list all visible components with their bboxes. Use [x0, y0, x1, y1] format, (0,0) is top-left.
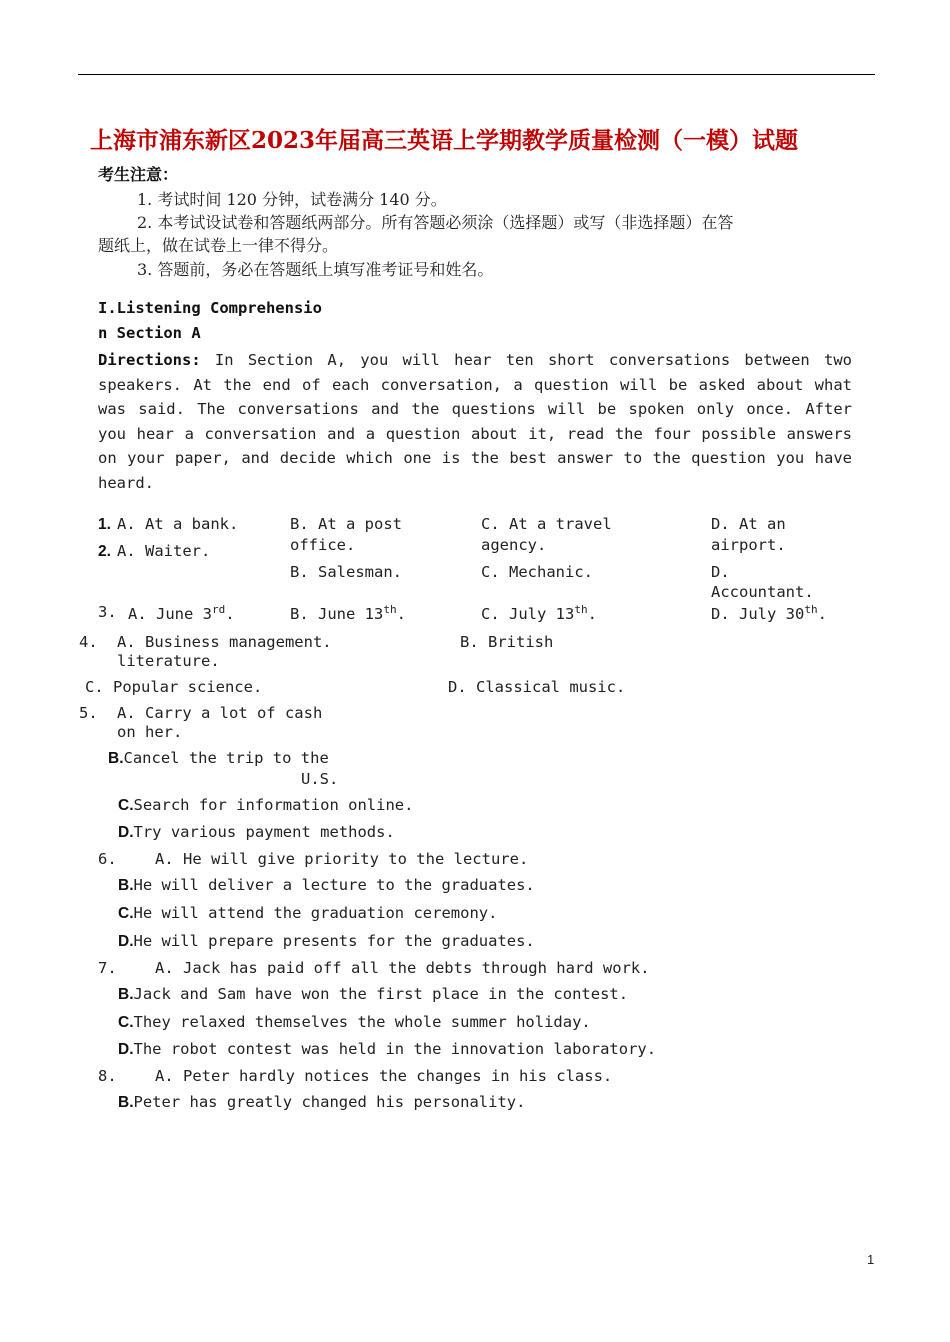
q4-number: 4.	[79, 633, 98, 651]
q1-option-c-line-1: C. At a travel	[481, 515, 612, 533]
q1-option-d-line-1: D. At an	[711, 515, 786, 533]
q5-option-b-line-1: B.Cancel the trip to the	[108, 749, 329, 767]
q6-option-a: A. He will give priority to the lecture.	[155, 850, 529, 868]
q2-option-d-line-2: Accountant.	[711, 583, 814, 601]
notice-item-3: 3. 答题前，务必在答题纸上填写准考证号和姓名。	[137, 260, 494, 279]
q6-number: 6.	[98, 850, 117, 868]
q4-option-b: B. British	[460, 633, 554, 651]
q3-option-c: C. July 13th.	[481, 603, 597, 624]
notice-item-1: 1. 考试时间 120 分钟，试卷满分 140 分。	[137, 190, 447, 209]
q1-option-d-line-2: airport.	[711, 536, 786, 554]
q2-option-c: C. Mechanic.	[481, 563, 593, 581]
directions-label: Directions:	[98, 351, 201, 369]
q3-option-a: A. June 3rd.	[128, 603, 235, 624]
q1-option-b-line-2: office.	[290, 536, 356, 554]
directions-text: In Section A, you will hear ten short conversations between two speakers. At the end of each conversation, a question will be asked about what was said. The conversations and the questions will be spoken only once. After you hear a conversation and a question about it, read the four possible answers on your paper, and decide which one is the best answer to the question you have heard.	[98, 351, 852, 492]
q5-option-c: C.Search for information online.	[118, 796, 414, 814]
q7-number: 7.	[98, 959, 117, 977]
page-number: 1	[867, 1252, 875, 1267]
q1-option-b-line-1: B. At a post	[290, 515, 402, 533]
q8-option-a: A. Peter hardly notices the changes in his class.	[155, 1067, 613, 1085]
q4-option-a-line-1: A. Business management.	[117, 633, 332, 651]
q5-option-a-line-2: on her.	[117, 723, 183, 741]
q1-number: 1.	[98, 516, 111, 533]
q7-option-c: C.They relaxed themselves the whole summer holiday.	[118, 1013, 591, 1031]
notice-item-2-line-2: 题纸上，做在试卷上一律不得分。	[98, 236, 339, 255]
exam-title: 上海市浦东新区2023年届高三英语上学期教学质量检测（一模）试题	[90, 127, 799, 154]
q5-option-b-line-2: U.S.	[301, 770, 339, 788]
q5-option-a-line-1: A. Carry a lot of cash	[117, 704, 323, 722]
q5-option-d: D.Try various payment methods.	[118, 823, 395, 841]
q5-number: 5.	[79, 704, 98, 722]
q3-option-b: B. June 13th.	[290, 603, 406, 624]
q6-option-c: C.He will attend the graduation ceremony.	[118, 904, 498, 922]
q7-option-b: B.Jack and Sam have won the first place in the contest.	[118, 985, 629, 1003]
q2-option-b: B. Salesman.	[290, 563, 402, 581]
directions-paragraph	[98, 348, 852, 496]
q6-option-d: D.He will prepare presents for the graduates.	[118, 932, 535, 950]
q6-option-b: B.He will deliver a lecture to the graduates.	[118, 876, 535, 894]
q7-option-a: A. Jack has paid off all the debts through hard work.	[155, 959, 650, 977]
q2-option-d-line-1: D.	[711, 563, 730, 581]
q4-option-d: D. Classical music.	[448, 678, 626, 696]
q1-option-c-line-2: agency.	[481, 536, 547, 554]
q4-option-c: C. Popular science.	[85, 678, 263, 696]
q3-number: 3.	[98, 603, 117, 621]
q2-number: 2.	[98, 543, 111, 560]
q2-option-a: A. Waiter.	[117, 542, 211, 560]
q8-number: 8.	[98, 1067, 117, 1085]
section-heading-line-1: I.Listening Comprehensio	[98, 299, 322, 317]
q8-option-b: B.Peter has greatly changed his personality.	[118, 1093, 526, 1111]
notice-item-2-line-1: 2. 本考试设试卷和答题纸两部分。所有答题必须涂（选择题）或写（非选择题）在答	[137, 213, 734, 232]
q7-option-d: D.The robot contest was held in the innovation laboratory.	[118, 1040, 657, 1058]
section-heading-line-2: n Section A	[98, 324, 201, 342]
q3-option-d: D. July 30th.	[711, 603, 827, 624]
q4-option-a-line-2: literature.	[117, 652, 220, 670]
header-rule	[78, 74, 875, 75]
q1-option-a: A. At a bank.	[117, 515, 239, 533]
notice-heading: 考生注意：	[98, 165, 179, 184]
